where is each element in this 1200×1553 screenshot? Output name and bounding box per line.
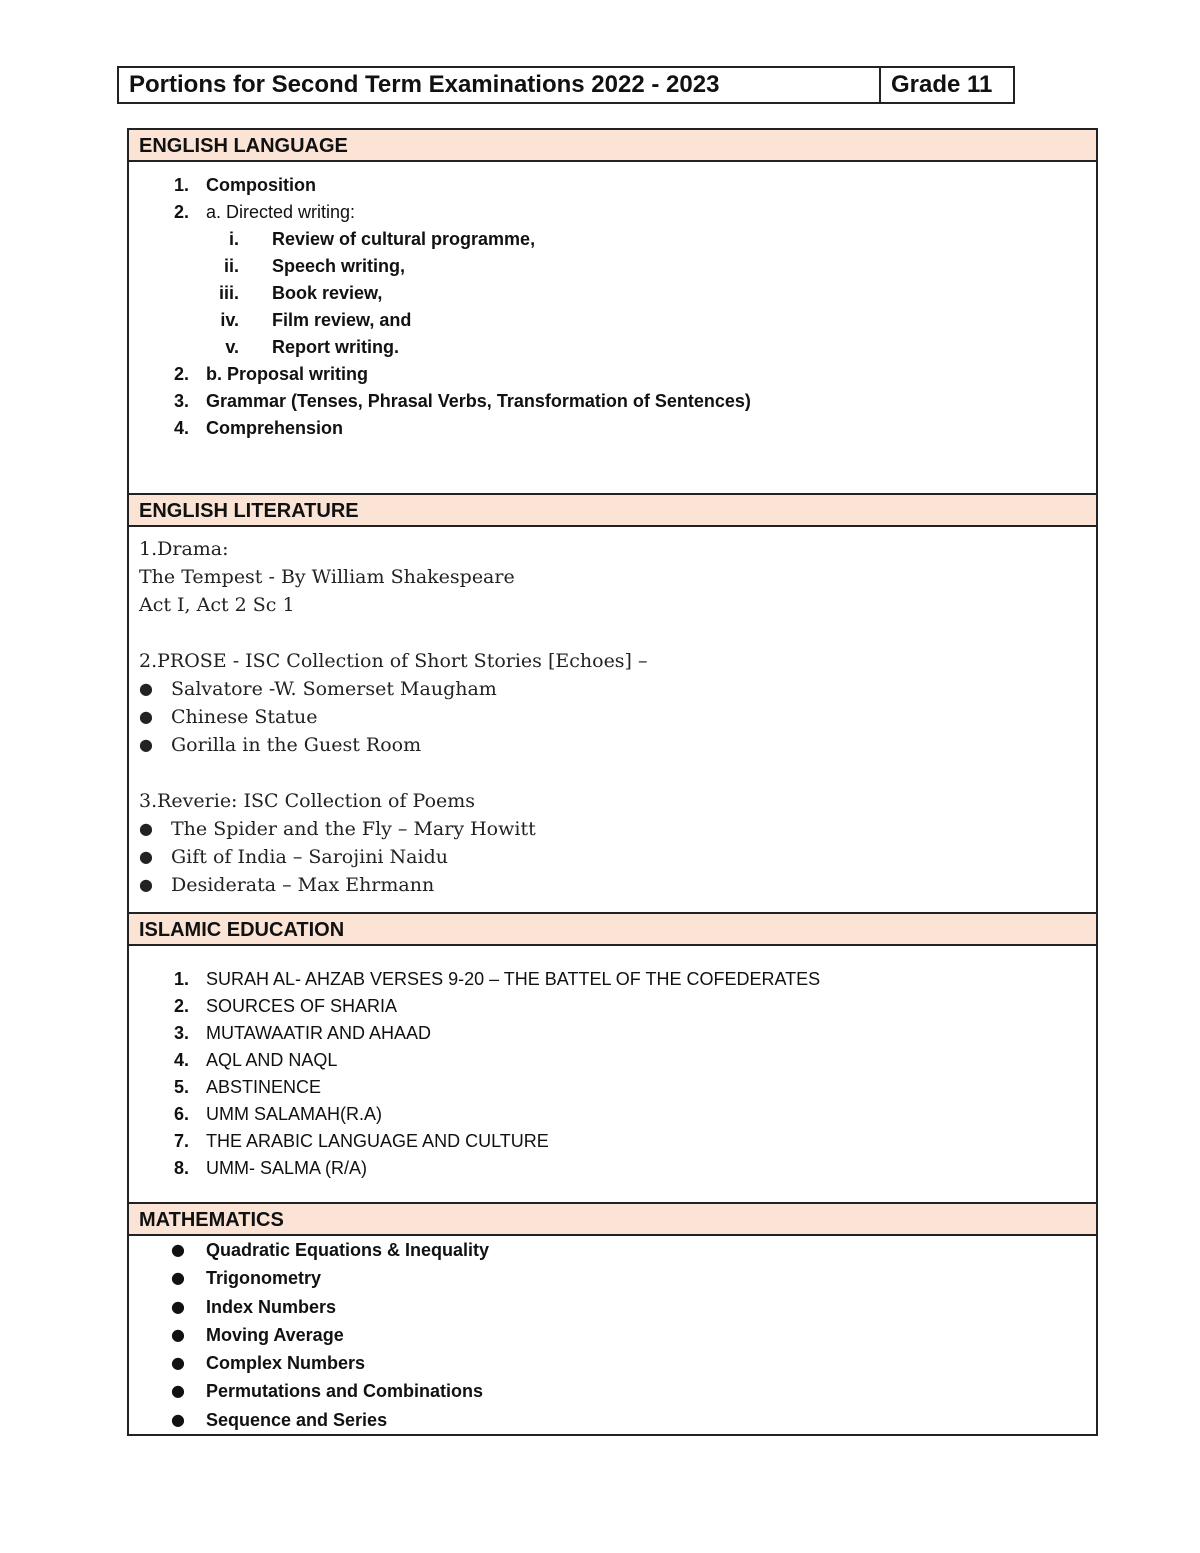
item-text: Trigonometry: [206, 1268, 322, 1289]
bullet-icon: ●: [171, 1381, 185, 1401]
item-text: Moving Average: [206, 1324, 344, 1345]
item-text: a. Directed writing:: [206, 202, 356, 222]
sub-list-item: [129, 253, 1096, 280]
item-text: MUTAWAATIR AND AHAAD: [206, 1023, 432, 1043]
bullet-icon: ●: [139, 875, 153, 894]
document-title: Portions for Second Term Examinations 2022 - 2023: [119, 68, 881, 102]
list-item: [129, 1155, 1096, 1182]
item-text: Index Numbers: [206, 1296, 337, 1317]
item-text: Gorilla in the Guest Room: [171, 734, 422, 756]
section-body-islamic-education: [129, 946, 1096, 1204]
item-number: i.: [228, 229, 239, 249]
item-text: SOURCES OF SHARIA: [206, 996, 398, 1016]
list-item: [129, 993, 1096, 1020]
item-text: Speech writing,: [272, 256, 406, 276]
item-number: 8.: [173, 1158, 189, 1178]
list-item: [139, 815, 1096, 843]
item-text: Complex Numbers: [206, 1353, 366, 1374]
sub-list-item: [129, 226, 1096, 253]
item-text: THE ARABIC LANGUAGE AND CULTURE: [206, 1131, 549, 1151]
item-number: 7.: [173, 1131, 189, 1151]
item-text: Gift of India – Sarojini Naidu: [171, 846, 448, 868]
list-item: [129, 199, 1096, 226]
section-body-english-literature: [129, 527, 1096, 914]
list-item: [129, 1047, 1096, 1074]
item-text: b. Proposal writing: [206, 364, 369, 384]
item-text: Sequence and Series: [206, 1409, 388, 1430]
list-item: [129, 1074, 1096, 1101]
bullet-icon: ●: [139, 847, 153, 866]
item-number: iii.: [218, 283, 239, 303]
item-text: AQL AND NAQL: [206, 1050, 338, 1070]
sub-list-item: [129, 280, 1096, 307]
list-item: [129, 1128, 1096, 1155]
item-number: v.: [225, 337, 239, 357]
drama-line: Act I, Act 2 Sc 1: [139, 594, 295, 616]
item-number: 4.: [173, 418, 189, 438]
item-number: 2.: [173, 202, 189, 222]
item-text: Chinese Statue: [171, 706, 318, 728]
bullet-icon: ●: [171, 1268, 185, 1288]
document-title-bar: [117, 66, 1015, 104]
item-number: 3.: [173, 391, 189, 411]
bullet-icon: ●: [171, 1240, 185, 1259]
drama-title: 1.Drama:: [139, 538, 229, 560]
item-text: Review of cultural programme,: [272, 229, 536, 249]
list-item: [129, 388, 1096, 415]
list-item: [129, 966, 1096, 993]
bullet-icon: ●: [171, 1409, 185, 1429]
bullet-icon: ●: [139, 819, 153, 838]
item-text: Composition: [206, 175, 316, 195]
list-item: [139, 871, 1096, 899]
item-number: 2.: [173, 996, 189, 1016]
grade-label: Grade 11: [891, 71, 993, 98]
item-text: UMM- SALMA (R/A): [206, 1158, 368, 1178]
item-number: 1.: [173, 969, 189, 989]
list-item: [129, 415, 1096, 442]
list-item: [129, 1406, 1096, 1434]
list-item: [129, 1321, 1096, 1349]
list-item: [129, 1293, 1096, 1321]
item-number: ii.: [223, 256, 239, 276]
bullet-icon: ●: [171, 1324, 185, 1344]
item-text: Film review, and: [272, 310, 412, 330]
item-text: Book review,: [272, 283, 383, 303]
sub-list-item: [129, 334, 1096, 361]
section-heading-english-literature: ENGLISH LITERATURE: [129, 495, 1096, 527]
section-body-english-language: [129, 162, 1096, 495]
list-item: [139, 675, 1096, 703]
item-number: 2.: [173, 364, 189, 384]
item-number: 1.: [173, 175, 189, 195]
list-item: [139, 843, 1096, 871]
item-text: Desiderata – Max Ehrmann: [171, 874, 435, 896]
item-text: Comprehension: [206, 418, 344, 438]
item-number: 6.: [173, 1104, 189, 1124]
item-text: Grammar (Tenses, Phrasal Verbs, Transformation of Sentences): [206, 391, 751, 411]
item-text: UMM SALAMAH(R.A): [206, 1104, 383, 1124]
bullet-icon: ●: [171, 1296, 185, 1316]
drama-line: The Tempest - By William Shakespeare: [139, 566, 515, 588]
item-number: 3.: [173, 1023, 189, 1043]
prose-title: 2.PROSE - ISC Collection of Short Stories [Echoes] –: [139, 650, 648, 672]
list-item: [129, 1020, 1096, 1047]
item-text: Permutations and Combinations: [206, 1381, 484, 1402]
item-text: SURAH AL- AHZAB VERSES 9-20 – THE BATTEL OF THE COFEDERATES: [206, 969, 821, 989]
item-text: ABSTINENCE: [206, 1077, 322, 1097]
item-number: 5.: [173, 1077, 189, 1097]
list-item: [129, 1377, 1096, 1405]
section-heading-english-language: ENGLISH LANGUAGE: [129, 130, 1096, 162]
item-number: 4.: [173, 1050, 189, 1070]
item-text: The Spider and the Fly – Mary Howitt: [171, 818, 536, 840]
sub-list-item: [129, 307, 1096, 334]
list-item: [129, 1264, 1096, 1292]
item-number: iv.: [220, 310, 239, 330]
list-item: [129, 1101, 1096, 1128]
list-item: [129, 1236, 1096, 1264]
syllabus-table: [127, 128, 1098, 1436]
bullet-icon: ●: [139, 735, 153, 754]
item-text: Quadratic Equations & Inequality: [206, 1240, 490, 1260]
list-item: [129, 1349, 1096, 1377]
item-text: Report writing.: [272, 337, 399, 357]
list-item: [139, 703, 1096, 731]
poetry-title: 3.Reverie: ISC Collection of Poems: [139, 790, 476, 812]
section-heading-mathematics: MATHEMATICS: [129, 1204, 1096, 1236]
bullet-icon: ●: [139, 679, 153, 698]
section-heading-islamic-education: ISLAMIC EDUCATION: [129, 914, 1096, 946]
bullet-icon: ●: [139, 707, 153, 726]
item-text: Salvatore -W. Somerset Maugham: [171, 678, 497, 700]
list-item: [129, 172, 1096, 199]
list-item: [129, 361, 1096, 388]
bullet-icon: ●: [171, 1353, 185, 1373]
list-item: [139, 731, 1096, 759]
section-body-mathematics: [129, 1236, 1096, 1434]
